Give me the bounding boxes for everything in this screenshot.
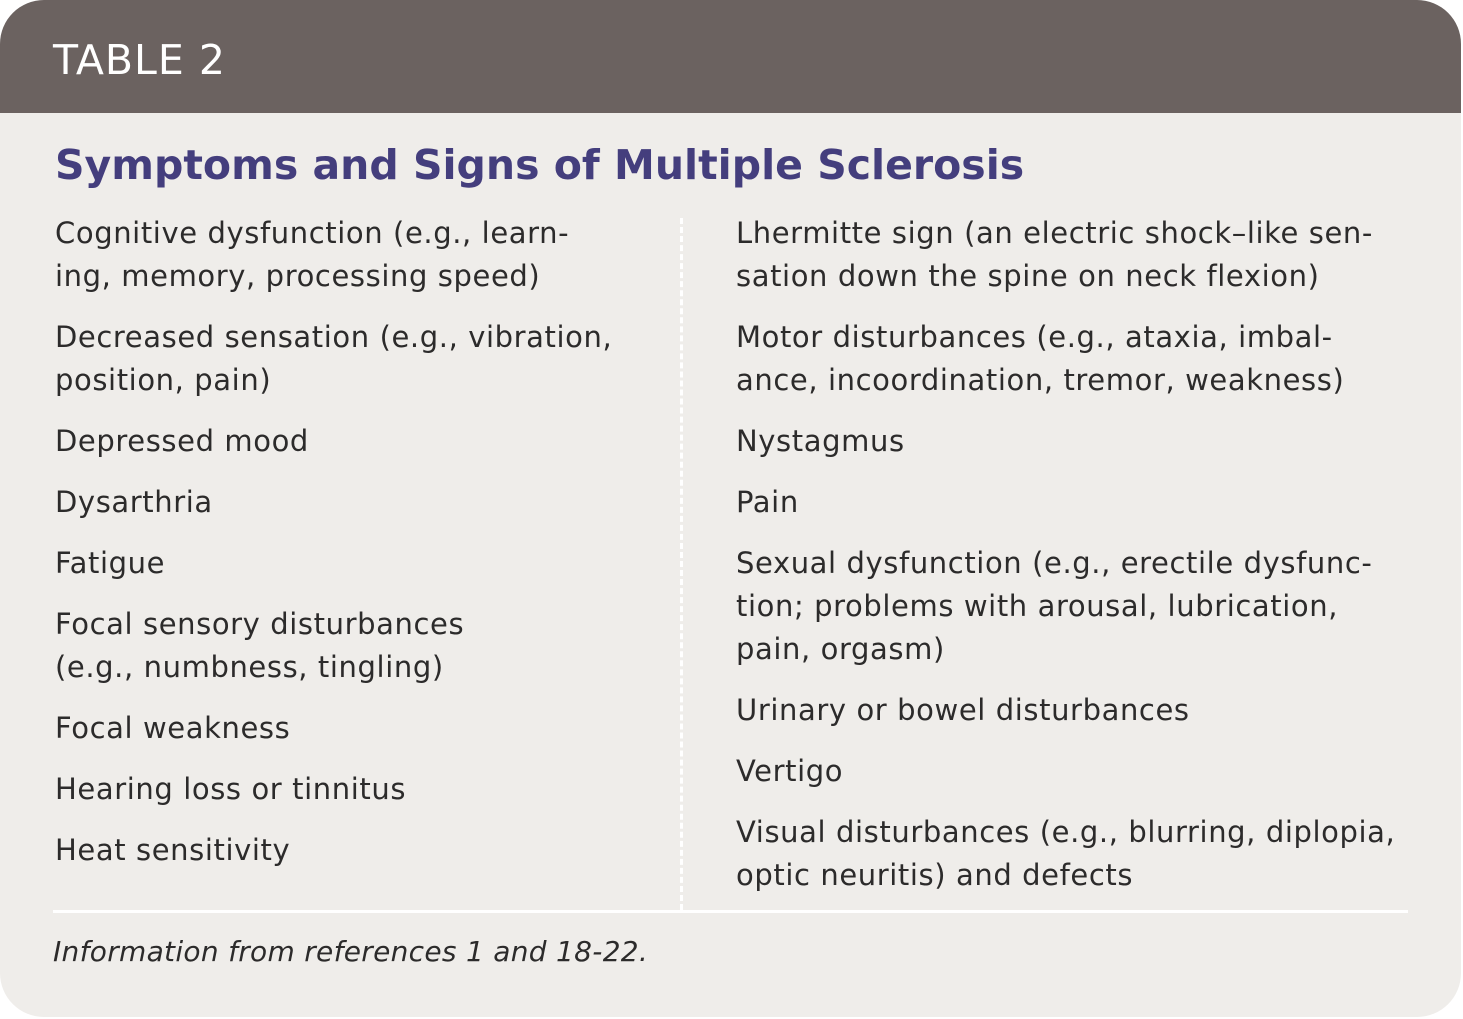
symptom-item [736,811,1426,897]
symptom-line: Motor disturbances (e.g., ataxia, imbal- [736,320,1333,354]
symptom-line: Lhermitte sign (an electric shock–like sen- [736,216,1373,250]
symptom-line: Hearing loss or tinnitus [55,772,407,806]
symptom-line: Visual disturbances (e.g., blurring, diplopia, [736,815,1396,849]
symptom-line: Fatigue [55,546,166,580]
symptom-item [55,829,665,872]
symptom-item [55,707,665,750]
symptom-line: pain, orgasm) [736,632,945,666]
symptom-item [736,420,1426,463]
symptom-line: Dysarthria [55,485,213,519]
symptom-line: (e.g., numbness, tingling) [55,650,444,684]
symptom-line: Decreased sensation (e.g., vibration, [55,320,613,354]
symptom-line: Vertigo [736,754,844,788]
symptom-line: Cognitive dysfunction (e.g., learn- [55,216,570,250]
symptom-item [736,212,1426,298]
symptom-item [55,212,665,298]
footnote: Information from references 1 and 18-22. [53,935,649,968]
symptom-line: Focal sensory disturbances [55,607,465,641]
symptom-line: Urinary or bowel disturbances [736,693,1190,727]
footnote-divider [53,910,1408,913]
symptom-line: Focal weakness [55,711,291,745]
symptom-line: ing, memory, processing speed) [55,259,541,293]
symptom-item [736,481,1426,524]
table-number: TABLE 2 [53,36,226,84]
symptom-line: Nystagmus [736,424,905,458]
column-divider [680,218,683,910]
left-column [55,212,665,890]
symptom-line: Pain [736,485,799,519]
symptom-line: position, pain) [55,363,272,397]
symptom-item [55,768,665,811]
symptom-item [55,603,665,689]
symptom-item [55,420,665,463]
table-header-bar [0,0,1461,113]
symptom-item [55,316,665,402]
symptom-line: ance, incoordination, tremor, weakness) [736,363,1345,397]
symptom-line: Heat sensitivity [55,833,291,867]
symptom-item [55,542,665,585]
symptom-item [736,316,1426,402]
symptom-line: Depressed mood [55,424,309,458]
symptom-item [736,750,1426,793]
symptom-line: optic neuritis) and defects [736,858,1134,892]
symptom-item [736,542,1426,671]
symptom-line: Sexual dysfunction (e.g., erectile dysfunc- [736,546,1373,580]
right-column [736,212,1426,915]
symptom-line: sation down the spine on neck flexion) [736,259,1320,293]
symptom-item [55,481,665,524]
symptom-line: tion; problems with arousal, lubrication, [736,589,1339,623]
table-title: Symptoms and Signs of Multiple Sclerosis [55,141,1025,189]
symptom-item [736,689,1426,732]
